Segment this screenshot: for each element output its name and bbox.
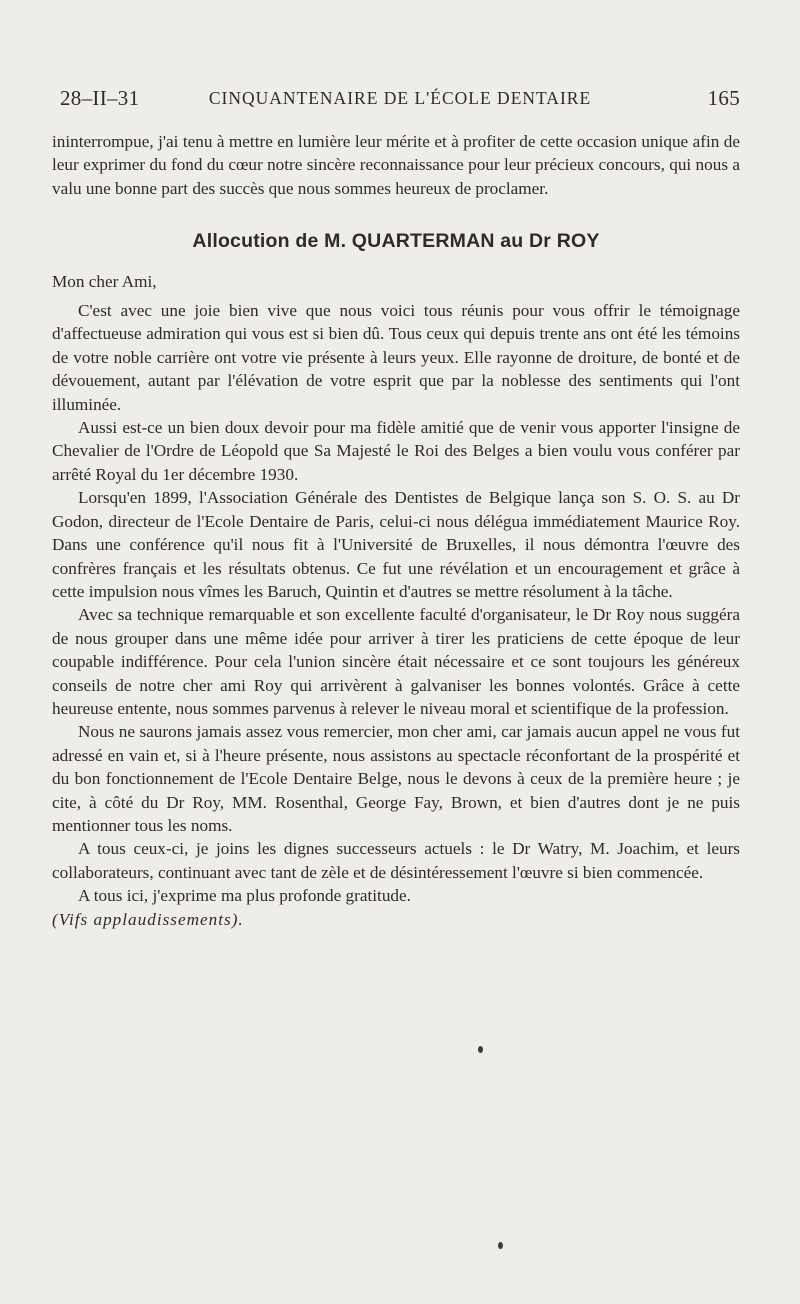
paragraph-4: Avec sa technique remarquable et son excellente faculté d'organisateur, le Dr Roy nous suggéra de nous grouper dans une même idée pour arriver à tirer les praticiens de cette époque de leur coupable indifférence. Pour cela l'union sincère était nécessaire et ce sont toujours les généreux conseils de notre cher ami Roy qui arrivèrent à galvaniser les bonnes volontés. Grâce à cette heureuse entente, nous sommes parvenus à relever le niveau moral et scientifique de la profession. (52, 605, 740, 718)
section-title: Allocution de M. QUARTERMAN au Dr ROY (192, 230, 600, 253)
paragraph-1: C'est avec une joie bien vive que nous voici tous réunis pour vous offrir le témoignage d'affectueuse admiration qui vous est si bien dû. Tous ceux qui depuis trente ans ont été les témoins de votre noble carrière ont votre vie présente à leurs yeux. Elle rayonne de droiture, de bonté et de dévouement, autant par l'élévation de votre esprit que par la noblesse des sentiments qui l'ont illuminée. (52, 301, 740, 414)
body-text (52, 130, 740, 931)
paragraph-3: Lorsqu'en 1899, l'Association Générale des Dentistes de Belgique lança son S. O. S. au Dr Godon, directeur de l'Ecole Dentaire de Paris, celui-ci nous délégua immédiatement Maurice Roy. Dans une conférence qu'il nous fit à l'Université de Bruxelles, il nous démontra l'œuvre des confrères français et les résultats obtenus. Ce fut une révélation et un encouragement et grâce à cette impulsion nous vîmes les Baruch, Quintin et d'autres se mettre résolument à la tâche. (52, 488, 740, 601)
salutation: Mon cher Ami, (52, 271, 157, 291)
header-running-title: CINQUANTENAIRE DE L'ÉCOLE DENTAIRE (208, 88, 592, 108)
paragraph-2: Aussi est-ce un bien doux devoir pour ma fidèle amitié que de venir vous apporter l'insigne de Chevalier de l'Ordre de Léopold que Sa Majesté le Roi des Belges a bien voulu vous conférer par arrêté Royal du 1er décembre 1930. (52, 418, 740, 484)
page-number: 165 (707, 86, 740, 110)
intro-paragraph: ininterrompue, j'ai tenu à mettre en lumière leur mérite et à profiter de cette occasion unique afin de leur exprimer du fond du cœur notre sincère reconnaissance pour leur précieux concours, qui nous a valu une bonne part des succès que nous sommes heureux de proclamer. (52, 132, 740, 198)
paragraph-5: Nous ne saurons jamais assez vous remercier, mon cher ami, car jamais aucun appel ne vous fut adressé en vain et, si à l'heure présente, nous assistons au spectacle réconfortant de la prospérité et du bon fonctionnement de l'Ecole Dentaire Belge, nous le devons à ceux de la première heure ; je cite, à côté du Dr Roy, MM. Rosenthal, George Fay, Brown, et bien d'autres dont je ne puis mentionner tous les noms. (52, 722, 740, 835)
paragraph-6: A tous ceux-ci, je joins les dignes successeurs actuels : le Dr Watry, M. Joachim, et leurs collaborateurs, continuant avec tant de zèle et de désintéressement l'œuvre si bien commencée. (52, 839, 740, 882)
header-date: 28–II–31 (60, 86, 140, 110)
paragraph-7: A tous ici, j'exprime ma plus profonde gratitude. (78, 886, 411, 906)
applause-note: (Vifs applaudissements). (52, 909, 244, 929)
ink-speck (478, 1046, 483, 1053)
running-header (60, 86, 740, 116)
ink-speck (498, 1242, 503, 1249)
